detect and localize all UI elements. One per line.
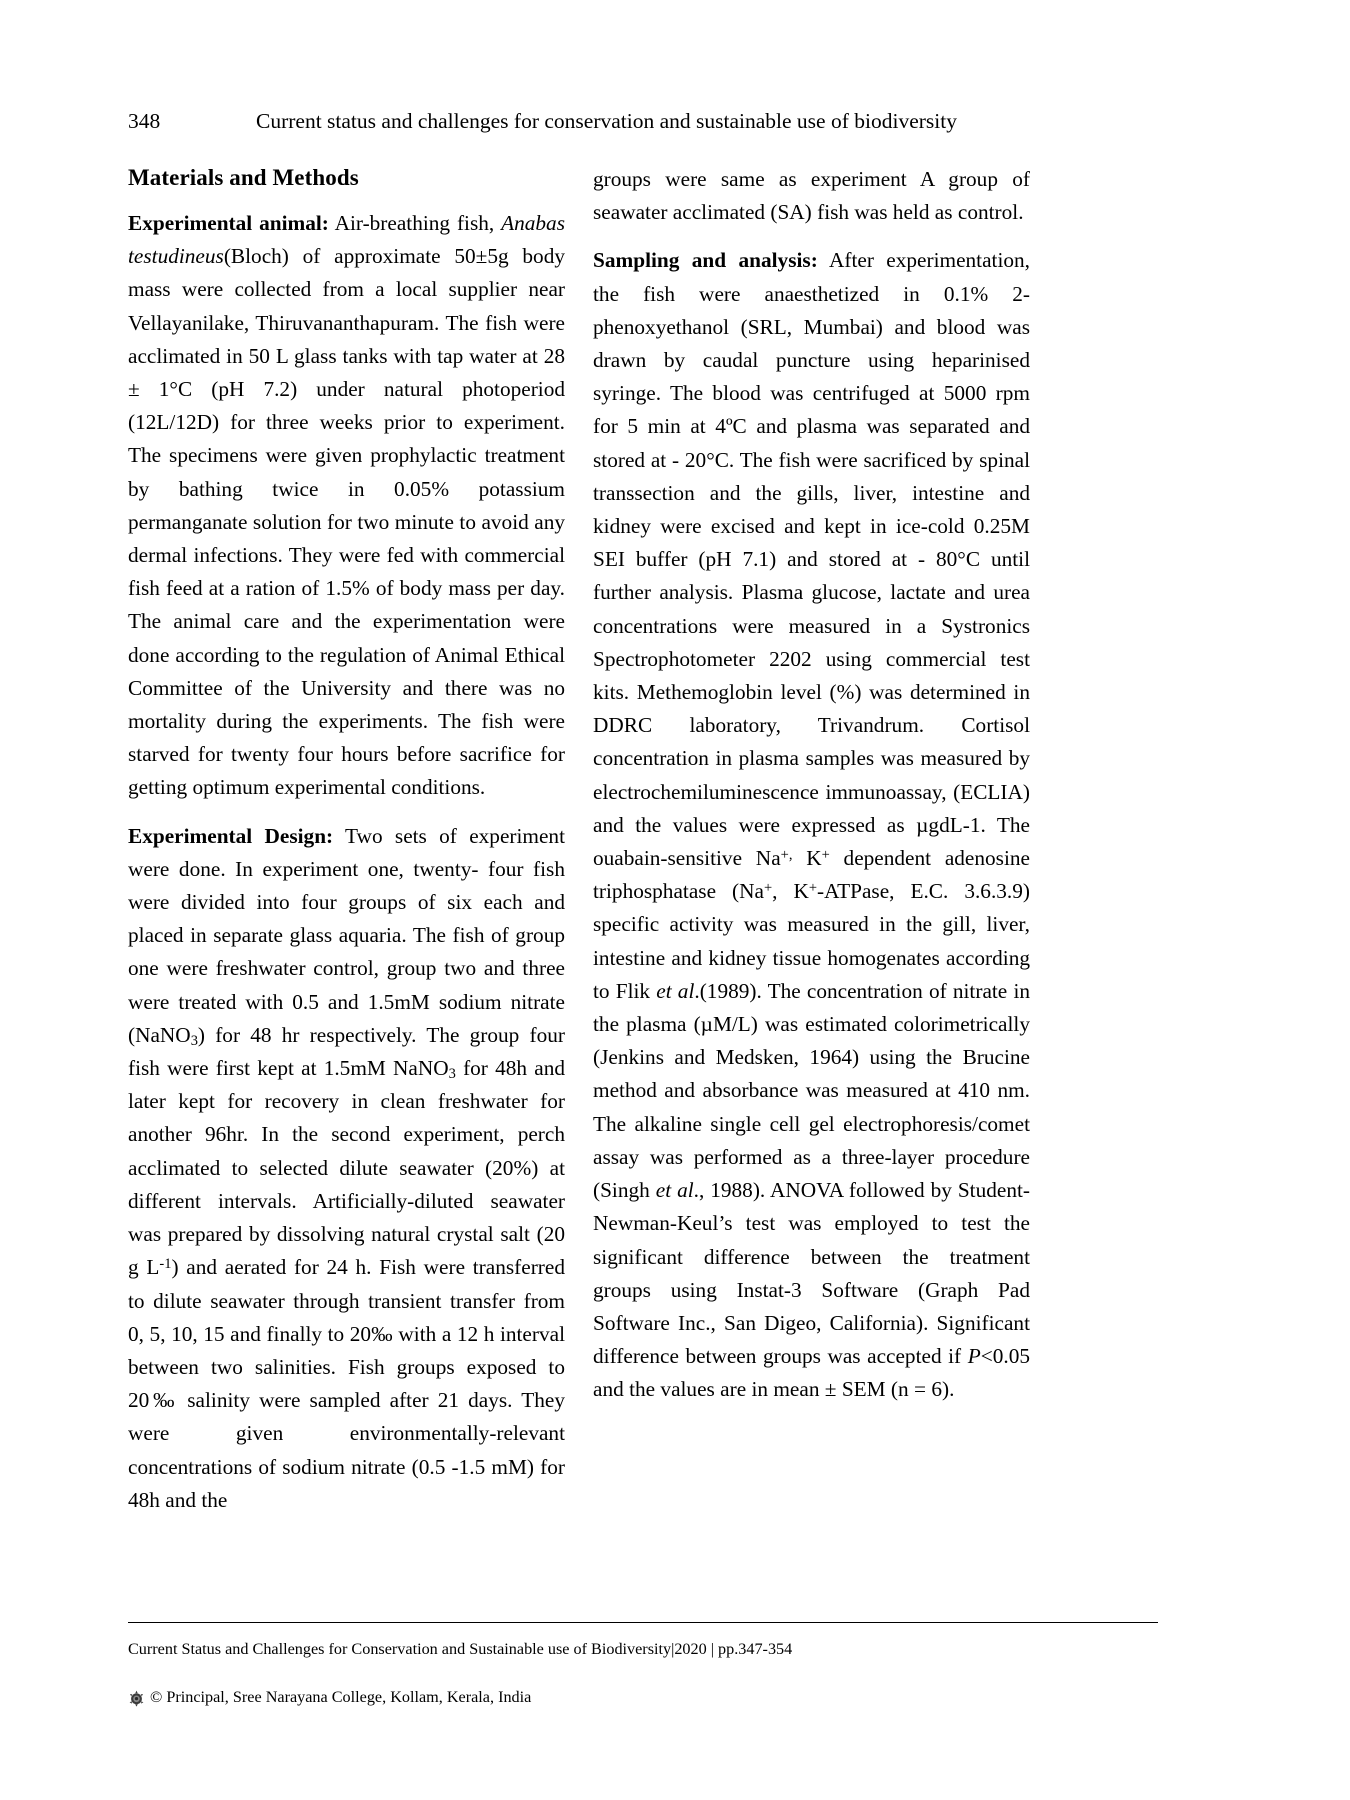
paragraph-experimental-design-continued	[593, 163, 1030, 229]
running-head	[128, 108, 1158, 134]
body-columns	[128, 163, 1158, 1512]
footer-divider	[128, 1622, 1158, 1623]
paragraph-body: groups were same as experiment A group of seawater acclimated (SA) fish was held as control.	[593, 167, 1030, 225]
footer-citation-line: Current Status and Challenges for Conservation and Sustainable use of Biodiversity|2020 | pp.347-354	[128, 1640, 793, 1658]
right-column	[593, 163, 1031, 1402]
footer-copyright-text: © Principal, Sree Narayana College, Kollam, Kerala, India	[150, 1688, 532, 1706]
paragraph-body: Two sets of experiment were done. In experiment one, twenty- four fish were divided into four groups of six each and placed in separate glass aquaria. The fish of group one were freshwater control, group two and three were treated with 0.5 and 1.5mM sodium nitrate (NaNO$_3$) for 48 hr respectively. The group four fish were first kept at 1.5mM NaNO$_3$ for 48h and later kept for recovery in clean freshwater for another 96hr. In the second experiment, perch acclimated to selected dilute seawater (20%) at different intervals. Artificially-diluted seawater was prepared by dissolving natural crystal salt (20 g $L^{-1}$) and aerated for 24 h. Fish were transferred to dilute seawater through transient transfer from 0, 5, 10, 15 and finally to 20‰ with a 12 h interval between two salinities. Fish groups exposed to 20‰ salinity were sampled after 21 days. They were given environmentally-relevant concentrations of sodium nitrate (0.5 -1.5 mM) for 48h and the	[128, 823, 566, 1512]
section-title-materials-and-methods: Materials and Methods	[128, 165, 359, 190]
paragraph-lead-label: Experimental animal:	[128, 211, 329, 235]
page-number: 348	[128, 109, 161, 133]
footer-copyright-line	[128, 1686, 531, 1708]
running-title: Current status and challenges for conservation and sustainable use of biodiversity	[256, 109, 957, 133]
paragraph-experimental-design	[128, 820, 565, 1517]
paragraph-lead-label: Experimental Design:	[128, 823, 334, 848]
paragraph-body: Air-breathing fish, Anabas testudineus(Bloch) of approximate 50±5g body mass were collected from a local supplier near Vellayanilake, Thiruvananthapuram. The fish were acclimated in 50 L glass tanks with tap water at 28 ± 1°C (pH 7.2) under natural photoperiod (12L/12D) for three weeks prior to experiment. The specimens were given prophylactic treatment by bathing twice in 0.05% potassium permanganate solution for two minute to avoid any dermal infections. They were fed with commercial fish feed at a ration of 1.5% of body mass per day. The animal care and the experimentation were done according to the regulation of Animal Ethical Committee of the University and there was no mortality during the experiments. The fish were starved for twenty four hours before sacrifice for getting optimum experimental conditions.	[128, 211, 565, 800]
college-emblem-icon	[128, 1690, 145, 1707]
paragraph-sampling-and-analysis	[593, 244, 1030, 1406]
paragraph-body: After experimentation, the fish were anaesthetized in 0.1% 2- phenoxyethanol (SRL, Mumbai) and blood was drawn by caudal puncture using heparinised syringe. The blood was centrifuged at 5000 rpm for 5 min at 4ºC and plasma was separated and stored at - 20°C. The fish were sacrificed by spinal transsection and the gills, liver, intestine and kidney were excised and kept in ice-cold 0.25M SEI buffer (pH 7.1) and stored at - 80°C until further analysis. Plasma glucose, lactate and urea concentrations were measured in a Systronics Spectrophotometer 2202 using commercial test kits. Methemoglobin level (%) was determined in DDRC laboratory, Trivandrum. Cortisol concentration in plasma samples was measured by electrochemiluminescence immunoassay, (ECLIA) and the values were expressed as µgdL-1. The ouabain-sensitive Na+, K+ dependent adenosine triphosphatase (Na+, K+-ATPase, E.C. 3.6.3.9) specific activity was measured in the gill, liver, intestine and kidney tissue homogenates according to Flik et al.(1989). The concentration of nitrate in the plasma (µM/L) was estimated colorimetrically (Jenkins and Medsken, 1964) using the Brucine method and absorbance was measured at 410 nm. The alkaline single cell gel electrophoresis/comet assay was performed as a three-layer procedure (Singh et al., 1988). ANOVA followed by Student-Newman-Keul’s test was employed to test the significant difference between the treatment groups using Instat-3 Software (Graph Pad Software Inc., San Digeo, California). Significant difference between groups was accepted if P<0.05 and the values are in mean ± SEM (n = 6).	[593, 248, 1031, 1402]
paragraph-experimental-animal	[128, 207, 565, 805]
left-column	[128, 163, 566, 1512]
paragraph-lead-label: Sampling and analysis:	[593, 248, 818, 273]
